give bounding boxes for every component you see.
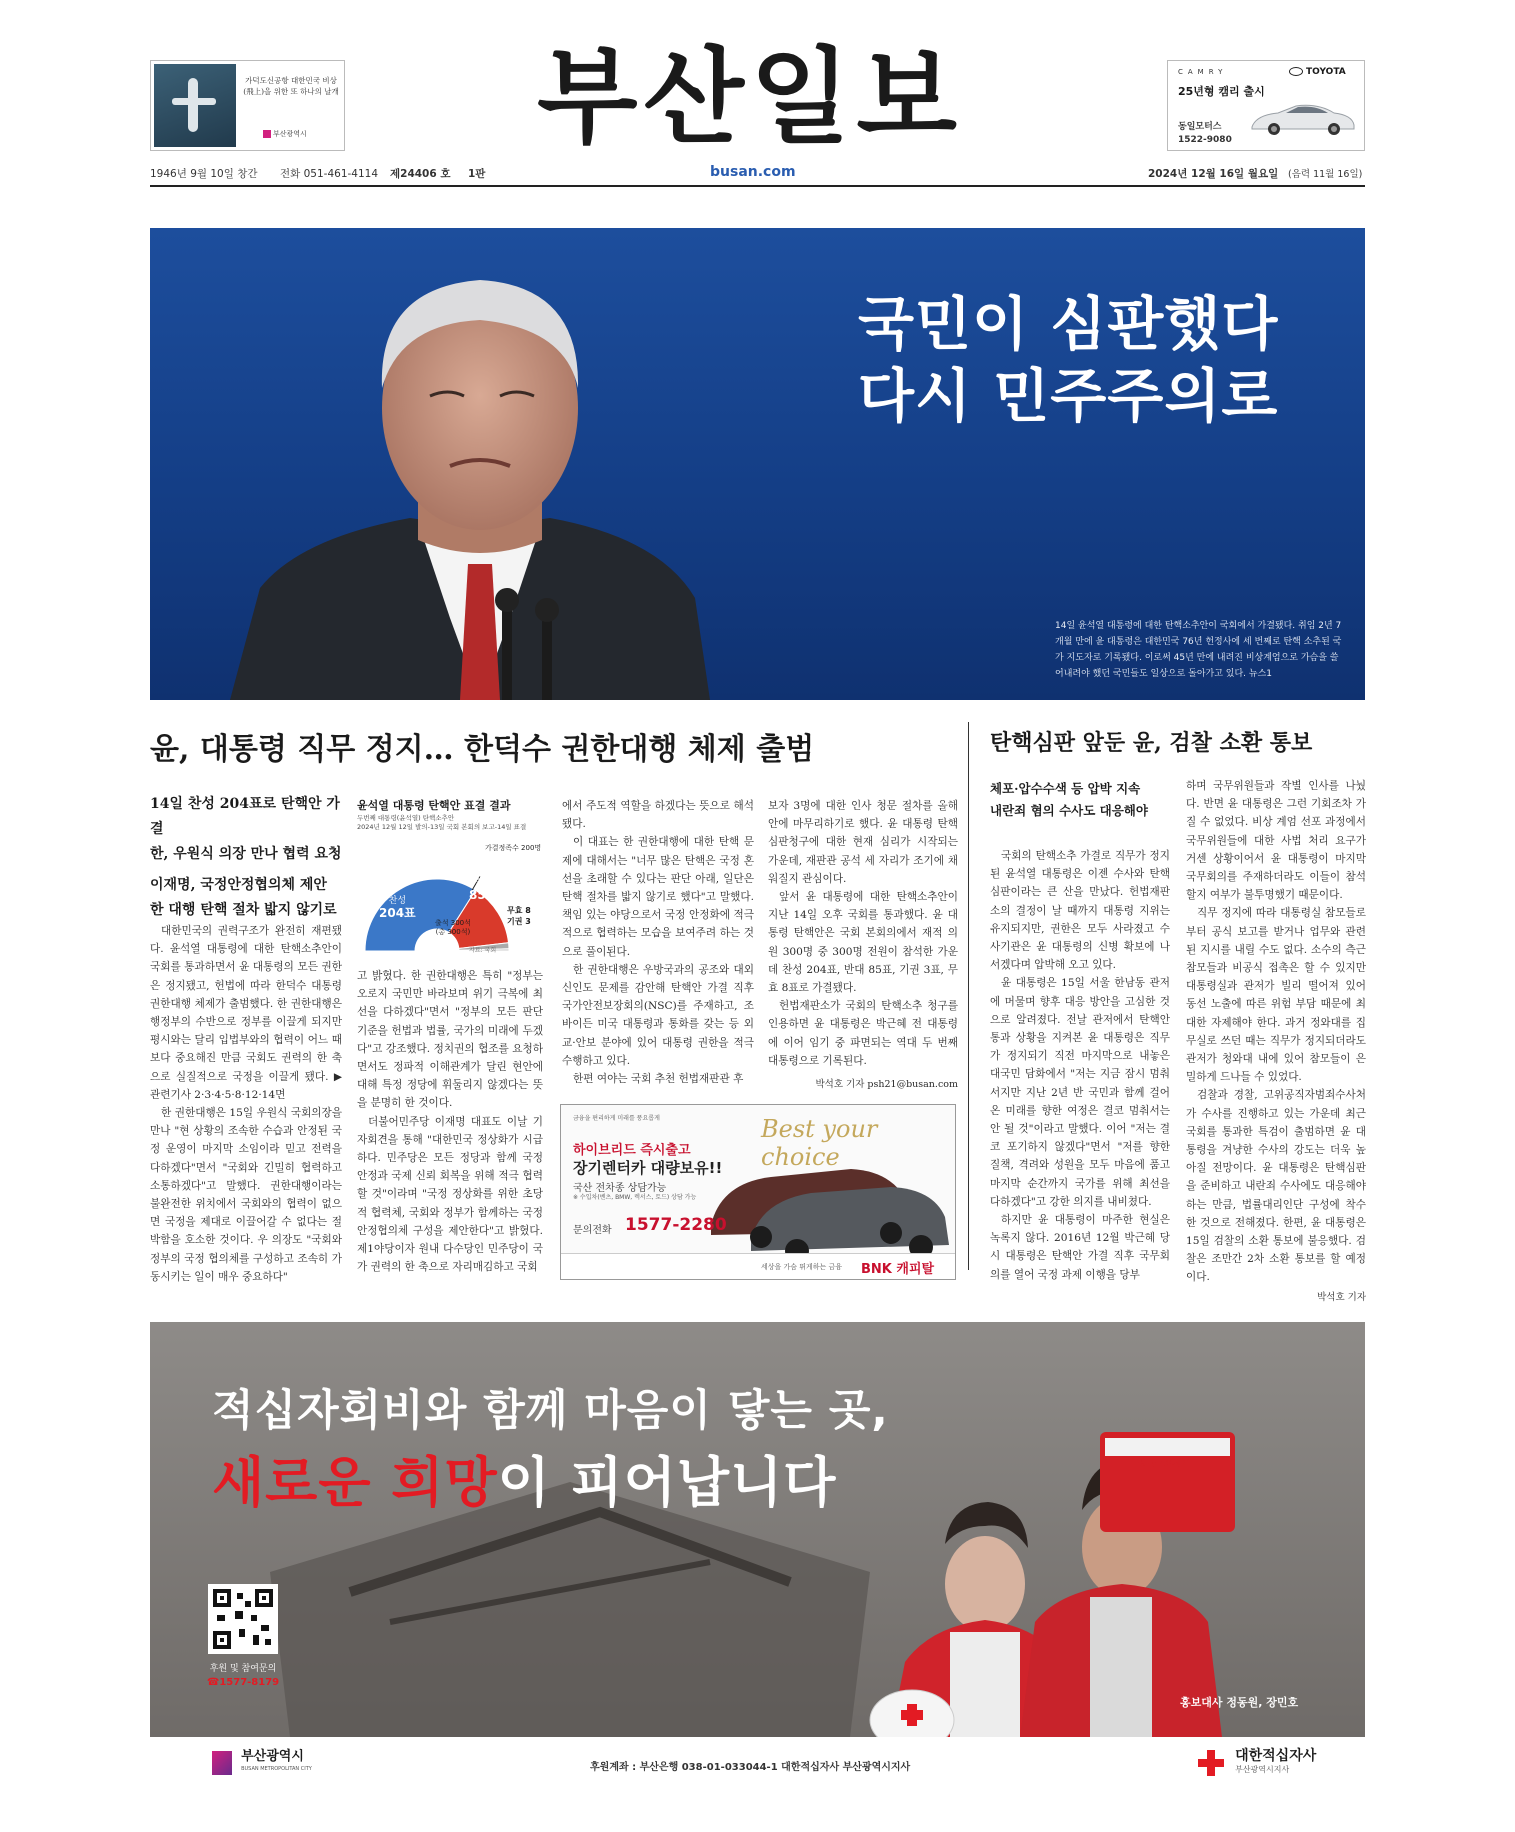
busan-city-logo-footer[interactable] <box>212 1751 312 1775</box>
main-body-col1 <box>150 922 342 1286</box>
ad-toyota-camry[interactable] <box>1167 60 1365 151</box>
subhead-1b: 한, 우원식 의장 만나 협력 요청 <box>150 846 342 862</box>
busan-city-name <box>241 1751 312 1775</box>
capital-line1: 하이브리드 즉시출고 <box>573 1143 691 1158</box>
redcross-line2 <box>212 1440 836 1517</box>
invalid-abstain <box>507 905 531 927</box>
yes-label: 찬성 <box>388 896 407 906</box>
qr-caption-text: 후원 및 참여문의 <box>209 1664 277 1674</box>
issue-date: 2024년 12월 16일 월요일 <box>1148 168 1279 180</box>
main-body-col4-p2: 앞서 윤 대통령에 대한 탄핵소추안이 지난 14일 오후 국회를 통과했다. 윤 대통령 탄핵안은 국회 본회의에서 재적 의원 300명 중 300명 전원이 참석한 가운데 찬성 204표, 반대 85표, 기권 3표, 무효 8표로 가결됐다. <box>768 891 958 995</box>
side-subhead-1: 체포·압수수색 등 압박 지속 <box>990 781 1141 796</box>
car-model: CAMRY <box>1178 68 1228 76</box>
qr-phone[interactable]: ☎1577-8179 <box>206 1677 280 1688</box>
present-label: 출석 300석 <box>435 919 471 927</box>
subhead-1a: 14일 찬성 204표로 탄핵안 가결 <box>150 796 340 837</box>
redcross-highlight: 새로운 희망 <box>212 1451 498 1514</box>
capital-footer <box>561 1253 955 1280</box>
redcross-line2-rest: 이 피어납니다 <box>497 1451 837 1514</box>
main-byline[interactable]: 박석호 기자 psh21@busan.com <box>815 1079 958 1091</box>
vote-note <box>357 814 526 832</box>
side-body-col2-p3: 검찰과 경찰, 고위공직자범죄수사처 가 수사를 진행하고 있는 가운데 최근 국회를 통과한 특검이 출범하면 윤 대통령을 겨냥한 수사의 강도는 더욱 높아질 전망이다. 윤 대통령은 탄핵심판을 준비하고 내란죄 수사에도 대응해야 하는 만큼, 법률대리인단 구성에 착수한 것으로 전해졌다. 한편, 윤 대통령은 15일 검찰의 소환 통보에 불응했다. 검찰은 조만간 2차 소환 통보를 할 예정이다. <box>1186 1089 1366 1284</box>
main-body-col2-p2: 더불어민주당 이재명 대표도 이날 기자회견을 통해 "대한민국 정상화가 시급하다. 민주당은 모든 정당과 함께 국정 안정과 국제 신뢰 회복을 위해 적극 협력할 것"이라며 "국정 정상화를 위한 초당적 협력체, 국회와 정부가 함께하는 국정안정협의체 구성을 제안한다"고 밝혔다. 제1야당이자 원내 다수당인 민주당이 국가 권력의 한 축으로 자리매김하고 국회 <box>357 1115 543 1274</box>
side-body-col1-p1: 국회의 탄핵소추 가결로 직무가 정지된 윤석열 대통령은 이젠 수사와 탄핵심판이라는 큰 산을 만났다. 헌법재판소의 결정이 날 때까지 대통령 지위는 유지되지만, 권한은 모두 사라졌고 수사기관은 윤 대통령의 신병 확보에 나서겠다며 압박해 오고 있다. <box>990 850 1170 972</box>
ad-red-cross[interactable] <box>150 1322 1365 1793</box>
redcross-org <box>1235 1749 1316 1777</box>
capital-phone-label: 문의전화 <box>573 1225 612 1236</box>
yes-value: 204표 <box>379 906 416 920</box>
capital-script: Best your choice <box>761 1115 878 1171</box>
subhead-2a: 이재명, 국정안정협의체 제안 <box>150 877 327 893</box>
main-body-col2 <box>357 967 543 1276</box>
main-body-col3-p3: 한 권한대행은 우방국과의 공조와 대외 신인도 문제를 감안해 탄핵안 가결 직후 국가안전보장회의(NSC)를 주재하고, 조 바이든 미국 대통령과 통화를 갖는 등 외교·안보 분야에 있어 대통령 권한을 적극 수행하고 있다. <box>562 963 754 1067</box>
issue-number: 제24406 호 <box>390 168 451 180</box>
main-body-col3-p1: 에서 주도적 역할을 하겠다는 뜻으로 해석됐다. <box>562 800 754 831</box>
invalid-label: 무효 8 <box>507 906 531 915</box>
lunar-date: (음력 11월 16일) <box>1288 169 1363 180</box>
donation-account: 후원계좌 : 부산은행 038-01-033044-1 대한적십자사 부산광역시지사 <box>590 1762 911 1773</box>
vote-status: 가결 <box>401 857 429 873</box>
ad-left-text: 가덕도신공항 대한민국 비상(飛上)을 위한 또 하나의 날개 <box>243 76 339 96</box>
website-link[interactable]: busan.com <box>710 164 796 180</box>
ad-left-sponsor: 부산광역시 <box>273 130 307 138</box>
main-body-col3-p2: 이 대표는 한 권한대행에 대한 탄핵 문제에 대해서는 "너무 많은 탄핵은 국정 혼선을 초래할 수 있다는 판단 아래, 일단은 탄핵 절차를 밟지 않기로 했다"고 말했다. 책임 있는 야당으로서 국정 안정화에 적극적으로 협력하는 모습을 보여주려 하는 것으로 풀이된다. <box>562 836 754 958</box>
side-subhead-2: 내란죄 혐의 수사도 대응해야 <box>990 803 1148 818</box>
side-body-col1-p2: 윤 대통령은 15일 서울 한남동 관저에 머물며 향후 대응 방안을 고심한 것으로 알려졌다. 전날 관저에서 탄핵안 통과 상황을 지켜본 윤 대통령은 직무가 정지되기 직전 마지막으로 내놓은 대국민 담화에서 "저는 지금 잠시 멈춰서지만 지난 2년 반 국민과 함께 걸어온 미래를 향한 여정은 결코 멈춰서는 안 될 것"이라고 말했다. 이어 "저는 결코 포기하지 않겠다"면서 "저를 향한 질책, 격려와 성원을 모두 마음에 품고 마지막 순간까지 국가를 위해 최선을 다하겠다"고 강한 의지를 내비쳤다. <box>990 977 1170 1208</box>
main-subheadlines <box>150 792 342 923</box>
bnk-logo: BNK 캐피탈 <box>861 1262 935 1277</box>
subhead-2b: 한 대행 탄핵 절차 밟지 않기로 <box>150 902 337 918</box>
relief-box-label: 응급구호세트 <box>1138 1459 1191 1469</box>
founded-date: 1946년 9월 10일 창간 <box>150 168 258 180</box>
main-body-col4 <box>768 797 958 1094</box>
threshold-label: 가결정족수 200명 <box>485 844 542 852</box>
column-divider <box>968 722 969 1270</box>
main-body-col3-p4: 한편 여야는 국회 추천 헌법재판관 후 <box>573 1073 744 1086</box>
car-image <box>1248 101 1358 137</box>
dealer-phone: 1522-9080 <box>1178 135 1232 145</box>
capital-line2: 장기렌터카 대량보유!! <box>573 1159 723 1177</box>
ad-gadeok-airport[interactable] <box>150 60 345 151</box>
capital-tagline: 금융을 편리하게 미래를 풍요롭게 <box>573 1115 660 1122</box>
toyota-brand-text: TOYOTA <box>1306 67 1346 77</box>
qr-caption <box>200 1662 286 1690</box>
busan-city-icon <box>212 1751 232 1775</box>
abstain-label: 기권 3 <box>507 917 531 926</box>
vote-result-graphic[interactable] <box>357 797 543 965</box>
capital-line3: 국산 전차종 상담가능 <box>573 1183 667 1194</box>
side-body-col1 <box>990 847 1170 1284</box>
busan-city-logo <box>263 129 307 139</box>
hero-headline-line1: 국민이 심판했다 <box>858 290 1279 358</box>
ambassadors: 홍보대사 정동원, 장민호 <box>1180 1696 1299 1709</box>
airplane-wing-shape <box>172 98 216 105</box>
redcross-logo[interactable] <box>1198 1749 1316 1777</box>
edition: 1판 <box>468 168 486 180</box>
side-subheadlines <box>990 778 1175 822</box>
main-body-col2-p1: 고 밝혔다. 한 권한대행은 특히 "정부는 오로지 국민만 바라보며 위기 극복에 최선을 다하겠다"면서 "정부의 모든 판단 기준을 헌법과 법률, 국가의 미래에 두겠다"고 강조했다. 정치권의 협조를 요청하면서도 정파적 이해관계가 달린 현안에 대해 특정 정당에 휘둘리지 않겠다는 뜻을 분명히 한 것이다. <box>357 970 543 1110</box>
vote-note-line1: 두번째 대통령(윤석열) 탄핵소추안 <box>357 814 455 822</box>
redcross-org-sub: 부산광역시지사 <box>1235 1765 1290 1774</box>
airplane-photo <box>154 64 236 147</box>
newspaper-logo[interactable]: 부산일보 <box>537 36 963 158</box>
redcross-footer <box>150 1737 1365 1793</box>
side-body-col2-p2: 직무 정지에 따라 대통령실 참모들로부터 공식 보고를 받거나 업무와 관련된 지시를 내릴 수도 없다. 소수의 측근 참모들과 비공식 접촉은 할 수 있지만 대통령실과 관저가 빌리 떨어져 있어 동선 노출에 따른 위험 부담 때문에 최대한 자제해야 한다. 과거 정와대를 집무실로 쓰던 때는 직무가 정지되더라도 관저가 청와대 내에 있어 참모들이 은밀하게 드나들 수 있었다. <box>1186 907 1366 1084</box>
capital-slogan: 세상을 가슴 뛰게하는 금융 <box>761 1263 843 1271</box>
total-label: (총 300석) <box>435 928 471 936</box>
vote-source: 자료: 국회 <box>469 947 497 954</box>
hero-caption: 14일 윤석열 대통령에 대한 탄핵소추안이 국회에서 가결됐다. 취임 2년 7개월 만에 윤 대통령은 대한민국 76년 헌정사에 세 번째로 탄핵 소추된 국가 지도자로 기록됐다. 이로써 45년 만에 내려진 비상계엄으로 가슴을 쓸어내려야 했던 국민들도 일상으로 돌아가고 있다. 뉴스1 <box>1055 621 1342 679</box>
side-headline[interactable]: 탄핵심판 앞둔 윤, 검찰 소환 통보 <box>990 730 1313 756</box>
capital-line4: ※ 수입차(벤츠, BMW, 렉서스, 토드) 상담 가능 <box>573 1194 697 1201</box>
no-value: 85표 <box>469 888 498 902</box>
camry-headline: 25년형 캠리 출시 <box>1178 85 1265 98</box>
toyota-icon <box>1289 67 1303 76</box>
busan-city-text: 부산광역시 <box>241 1749 304 1764</box>
main-headline[interactable]: 윤, 대통령 직무 정지… 한덕수 권한대행 체제 출범 <box>150 732 815 767</box>
yes-votes <box>379 895 416 919</box>
main-body-col3 <box>562 797 754 1088</box>
dealer-info <box>1178 121 1232 147</box>
capital-phone[interactable]: 1577-2280 <box>625 1215 727 1235</box>
hero-headline-line2: 다시 민주주의로 <box>858 362 1279 430</box>
main-body-col1-p2: 한 권한대행은 15일 우원식 국회의장을 만나 "현 상황의 조속한 수습과 안정된 국정 운영이 마지막 소임이라 믿고 전력을 다하겠다"면서 "국회와 긴밀히 협력하고 소통하겠다"고 말했다. 권한대행이라는 불완전한 위치에서 국회와의 협력이 없으면 국정을 제대로 이끌어갈 수 없다는 절박함을 호소한 것이다. 우 의장도 "국회와 정부의 국정 협의체를 구성하고 조속히 가동시키는 일이 매우 중요하다" <box>150 1107 342 1283</box>
toyota-logo <box>1289 67 1346 77</box>
vote-title: 윤석열 대통령 탄핵안 표결 결과 <box>357 799 511 812</box>
phone-number: 전화 051-461-4114 <box>280 168 379 180</box>
redcross-org-name: 대한적십자사 <box>1235 1748 1317 1764</box>
qr-code-icon <box>213 1589 273 1649</box>
qr-code[interactable] <box>208 1584 278 1654</box>
redcross-line1: 적십자회비와 함께 마음이 닿는 곳, <box>212 1386 889 1436</box>
red-cross-icon <box>1198 1750 1224 1776</box>
present-total <box>435 919 471 937</box>
airplane-icon <box>188 78 198 132</box>
no-label: 반대 <box>474 878 492 888</box>
side-body-col1-p3: 하지만 윤 대통령이 마주한 현실은 녹록지 않다. 2016년 12월 박근혜 당시 대통령은 탄핵안 가결 직후 국무회의를 열어 국정 과제 이행을 당부 <box>990 1214 1170 1281</box>
dealer-name: 동일모터스 <box>1178 122 1222 132</box>
no-votes <box>469 877 497 901</box>
main-body-col1-p1: 대한민국의 권력구조가 완전히 재편됐다. 윤석열 대통령에 대한 탄핵소추안이 국회를 통과하면서 윤 대통령의 모든 권한은 정지됐고, 헌법에 따라 한덕수 대통령 권한대행 체제가 출범했다. 한 권한대행은 행정부의 수반으로 정부를 이끌게 되지만 평시와는 달리 입법부와의 협력이 어느 때보다 중요해진 만큼 국회도 권력의 한 축으로 실질적으로 국정을 이끌게 됐다. ▶관련기사 2·3·4·5·8·12·14면 <box>150 925 342 1101</box>
masthead-info-bar <box>150 165 1365 187</box>
hero-photo[interactable] <box>150 228 1365 700</box>
hero-headline <box>858 288 1278 432</box>
main-body-col4-p1: 보자 3명에 대한 인사 청문 절차를 올해 안에 마무리하기로 했다. 윤 대통령 탄핵심판청구에 대한 현재 심리가 시작되는 가운데, 재판관 공석 세 자리가 조기에 채워질지 관심이다. <box>768 800 958 885</box>
main-body-col4-p3: 헌법재판소가 국회의 탄핵소추 청구를 인용하면 윤 대통령은 박근혜 전 대통령에 이어 임기 중 파면되는 역대 두 번째 대통령으로 기록된다. <box>768 1000 958 1067</box>
busan-logo-icon <box>263 130 271 138</box>
vote-note-line2: 2024년 12월 12일 발의-13일 국회 본회의 보고-14일 표결 <box>357 823 527 831</box>
ad-bnk-capital[interactable] <box>560 1104 956 1280</box>
side-body-col2 <box>1186 777 1366 1307</box>
side-byline[interactable]: 박석호 기자 <box>1317 1291 1366 1303</box>
side-body-col2-p1: 하며 국무위원들과 작별 인사를 나눴다. 반면 윤 대통령은 그런 기회조차 가질 수 없었다. 비상 계엄 선포 과정에서 국무위원들에 대한 사법 처리 요구가 거센 상황이어서 윤 대통령이 마지막 국무회의를 주재하더라도 이들이 참석할지 여부가 불투명했기 때문이다. <box>1186 780 1366 902</box>
busan-city-en: BUSAN METROPOLITAN CITY <box>241 1766 312 1772</box>
